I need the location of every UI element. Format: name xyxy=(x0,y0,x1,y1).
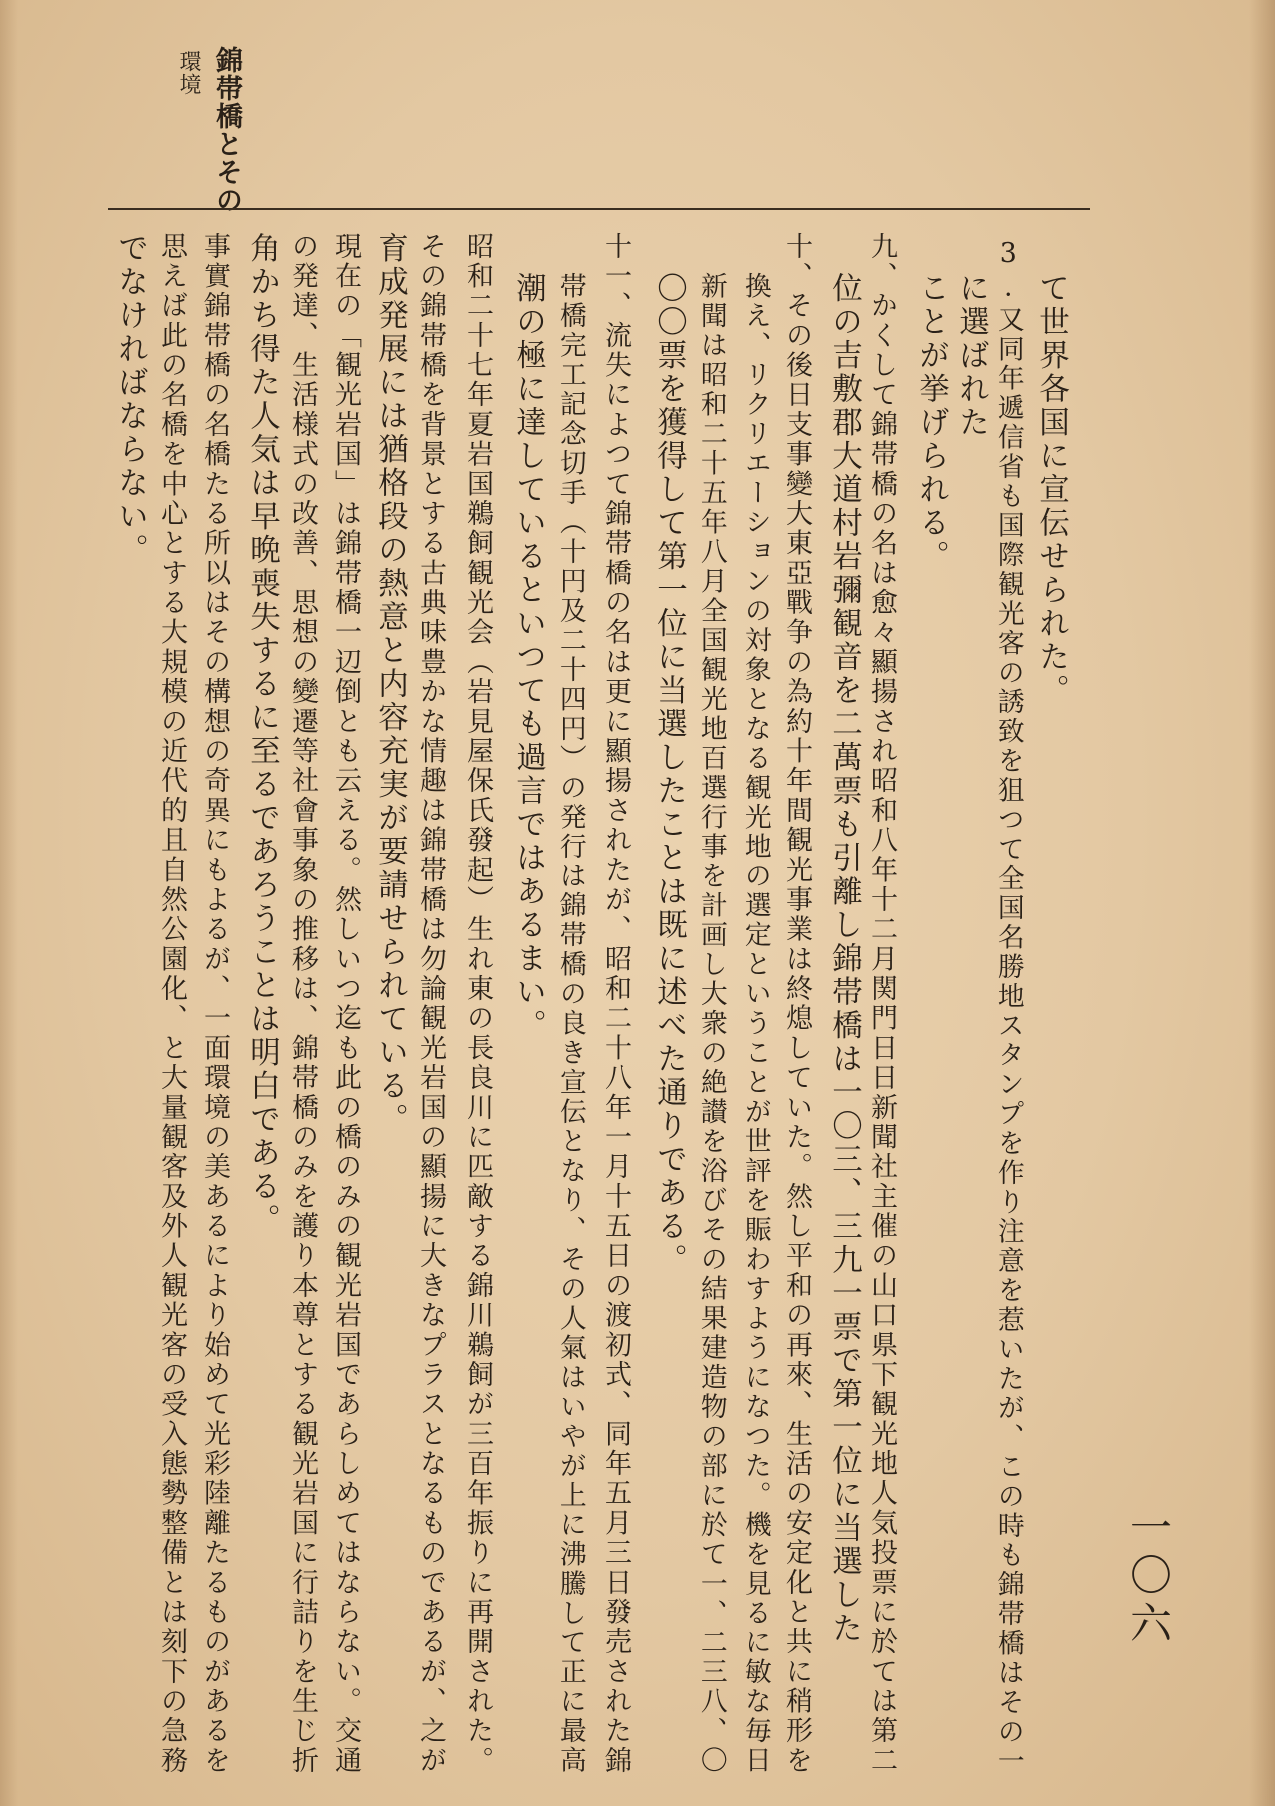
text-line: ことが挙げられる。 xyxy=(913,272,949,574)
running-header-subtitle: 環境 xyxy=(176,50,201,96)
text-line: 九、かくして錦帯橋の名は愈々顯揚され昭和八年十二月関門日日新聞社主催の山口県下観光地人気投票に於ては第二 xyxy=(866,232,898,1776)
text-line: 角かち得た人気は早晩喪失するに至るであろうことは明白である。 xyxy=(244,232,280,1237)
page-left-edge-shadow xyxy=(0,0,18,1806)
text-line: でなければならない。 xyxy=(112,232,148,567)
text-line: 〇〇票を獲得して第一位に当選したことは既に述べた通りである。 xyxy=(651,272,687,1277)
text-line: て世界各国に宣伝せられた。 xyxy=(1033,272,1069,708)
text-line: 育成発展には猶格段の熱意と内容充実が要請せられている。 xyxy=(372,232,408,1137)
header-rule xyxy=(108,208,1090,210)
page-number: 一〇六 xyxy=(1124,1505,1173,1649)
text-line: 事實錦帯橋の名橋たる所以はその構想の奇異にもよるが、一面環境の美あるにより始めて光彩陸離たるものがあるを xyxy=(199,232,231,1776)
text-line: 換え、リクリエーションの対象となる観光地の選定ということが世評を賑わすようになつた。機を見るに敏な毎日 xyxy=(739,272,771,1776)
text-line: 3.又同年遞信省も国際観光客の誘致を狙つて全国名勝地スタンプを作り注意を惹いたが、この時も錦帯橋はその一 xyxy=(992,238,1024,1777)
text-line: 思えば此の名橋を中心とする大規模の近代的且自然公園化、と大量観客及外人観光客の受入態勢整備とは刻下の急務 xyxy=(156,232,188,1776)
text-line: 十、その後日支事變大東亞戰争の為約十年間観光事業は終熄していた。然し平和の再來、生活の安定化と共に稍形を xyxy=(781,232,813,1776)
text-line: に選ばれた xyxy=(953,272,989,440)
running-header-title: 錦帯橋とその xyxy=(211,46,242,214)
text-line: 潮の極に達しているといつても過言ではあるまい。 xyxy=(510,272,546,1043)
text-line: その錦帯橋を背景とする古典味豊かな情趣は錦帯橋は勿論観光岩国の顯揚に大きなプラスとなるものであるが、之が xyxy=(415,232,447,1776)
text-line: 現在の「観光岩国」は錦帯橋一辺倒とも云える。然しいつ迄も此の橋のみの観光岩国であらしめてはならない。交通 xyxy=(330,232,362,1776)
text-line: 新聞は昭和二十五年八月全国観光地百選行事を計画し大衆の絶讃を浴びその結果建造物の部に於て一、二三八、〇 xyxy=(695,272,727,1776)
text-line: の発達、生活様式の改善、思想の變遷等社會事象の推移は、錦帯橋のみを護り本尊とする観光岩国に行詰りを生じ折 xyxy=(287,232,319,1776)
text-line: 昭和二十七年夏岩国鵜飼観光会（岩見屋保氏發起）生れ東の長良川に匹敵する錦川鵜飼が三百年振りに再開された。 xyxy=(462,232,494,1776)
text-line: 位の吉敷郡大道村岩彌観音を二萬票も引離し錦帯橋は一〇三、三九一票で第一位に当選した xyxy=(826,272,862,1646)
text-line: 十一、流失によつて錦帯橋の名は更に顯揚されたが、昭和二十八年一月十五日の渡初式、同年五月三日發売された錦 xyxy=(600,232,632,1776)
text-line: 帯橋完工記念切手（十円及二十四円）の発行は錦帯橋の良き宣伝となり、その人氣はいやが上に沸騰して正に最高 xyxy=(554,272,586,1776)
page-right-edge-shadow xyxy=(1249,0,1275,1806)
